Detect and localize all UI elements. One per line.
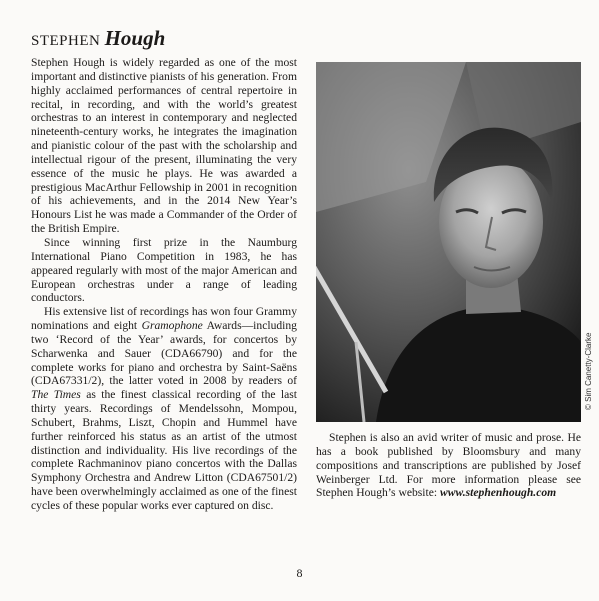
writer-caption (316, 431, 581, 500)
page-number: 8 (296, 566, 303, 580)
photo-credit: © Sim Canetty-Clarke (584, 332, 593, 410)
portrait-photo (316, 62, 581, 422)
caption-text: Stephen is also an avid writer of music and prose. He has a book published by Bloomsbury and many compositions and transcriptions are published by Josef Weinberger Ltd. For more information please see Stephen Hough’s website: (316, 431, 581, 500)
gramophone-title: Gramophone (141, 319, 203, 333)
bio-paragraph-1: Stephen Hough is widely regarded as one of the most important and distinctive pianists of his generation. From highly acclaimed performances of central repertoire in recital, in recording, and with the world’s greatest orchestras to an interest in contemporary and neglected nineteenth-century works, he integrates the imagination and pianistic colour of the past with the scholarship and intellectual rigour of the present, illuminating the very essence of the music he plays. He was awarded a prestigious MacArthur Fellowship in 2001 in recognition of his achievements, and in the 2014 New Year’s Honours List he was made a Commander of the Order of the British Empire. (31, 56, 297, 236)
portrait-illustration (316, 62, 581, 422)
times-title: The Times (31, 388, 81, 402)
bio-p3-part-b: Awards—including two ‘Record of the Year’ awards, for concertos by Scharwenka and Sauer (CDA66790) and for the complete works for piano and orchestra by Saint-Saëns (CDA67331/2), the latter voted in 2008 by readers of (31, 319, 297, 388)
biography-text (31, 56, 297, 513)
heading-last-name: Hough (104, 26, 166, 50)
bio-paragraph-3 (31, 305, 297, 513)
website-link[interactable]: www.stephenhough.com (439, 486, 557, 500)
bio-p3-part-c: as the finest classical recording of the last thirty years. Recordings of Mendelssohn, Mompou, Schubert, Brahms, Liszt, Chopin and Hummel have further reinforced his status as an artist of the utmost distinction and individuality. His live recordings of the complete Rachmaninov piano concertos with the Dallas Symphony Orchestra and Andrew Litton (CDA67501/2) have been overwhelmingly acclaimed as one of the finest cycles of these popular works ever captured on disc. (31, 388, 297, 512)
artist-heading (31, 28, 165, 51)
heading-first-name: STEPHEN (31, 33, 101, 49)
bio-paragraph-2: Since winning first prize in the Naumburg International Piano Competition in 1983, he has appeared regularly with most of the major American and European orchestras under a range of leading conductors. (31, 235, 297, 305)
bio-p3-part-a: His extensive list of recordings has won four Grammy nominations and eight (31, 305, 297, 333)
